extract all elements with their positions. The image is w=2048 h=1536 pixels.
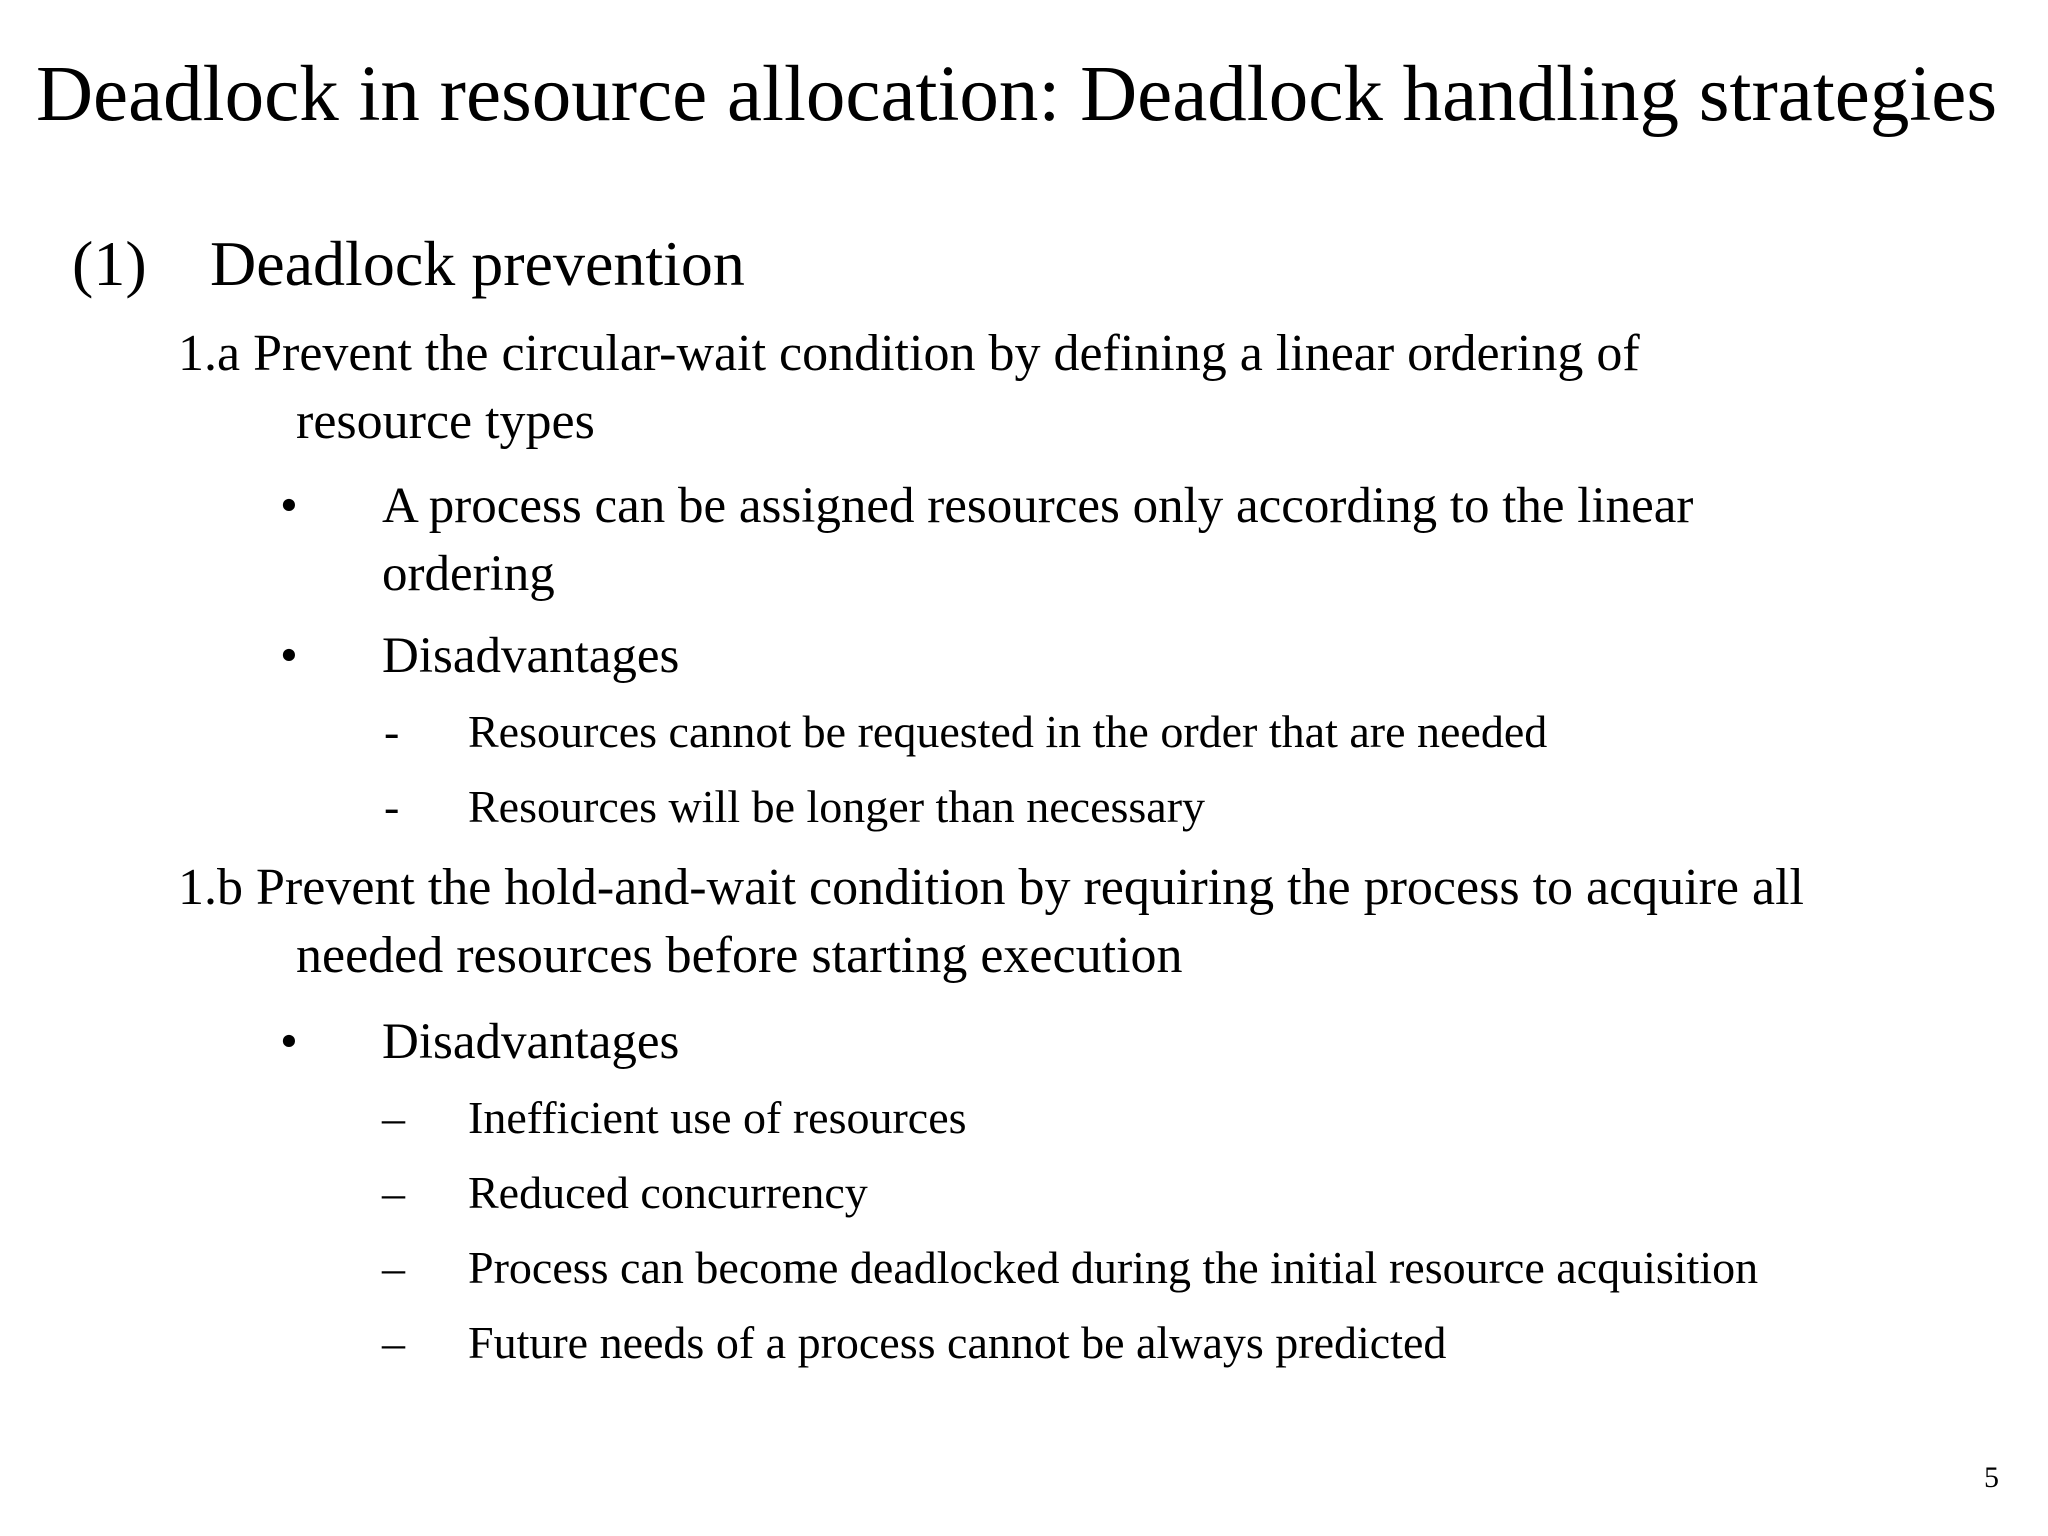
bullet-marker: • xyxy=(280,478,298,534)
item-a-bullet1-line1: A process can be assigned resources only according to the linear xyxy=(382,478,1694,534)
item-a-bullet1-line2: ordering xyxy=(382,546,555,602)
item-b-line2: needed resources before starting execution xyxy=(296,927,1183,984)
dash-marker: - xyxy=(384,781,400,832)
item-a-sub2: Resources will be longer than necessary xyxy=(468,781,1206,832)
item-a-line2: resource types xyxy=(296,393,595,450)
item-b-sub3: Process can become deadlocked during the initial resource acquisition xyxy=(468,1242,1759,1293)
item-b-bullet1-label: Disadvantages xyxy=(382,1014,680,1070)
item-a-sub1: Resources cannot be requested in the order that are needed xyxy=(468,706,1548,757)
bullet-marker: • xyxy=(280,1014,298,1070)
dash-marker: – xyxy=(382,1317,405,1368)
dash-marker: – xyxy=(382,1092,405,1143)
item-a-line1: 1.a Prevent the circular-wait condition by defining a linear ordering of xyxy=(178,325,1640,382)
item-b-sub1: Inefficient use of resources xyxy=(468,1092,967,1143)
page-number: 5 xyxy=(1984,1461,1999,1494)
item-a-bullet2-label: Disadvantages xyxy=(382,628,680,684)
bullet-marker: • xyxy=(280,628,298,684)
item-b-sub2: Reduced concurrency xyxy=(468,1167,868,1218)
slide-title: Deadlock in resource allocation: Deadlock handling strategies xyxy=(36,51,1998,138)
dash-marker: – xyxy=(382,1242,405,1293)
dash-marker: - xyxy=(384,706,400,757)
section-heading: Deadlock prevention xyxy=(210,228,745,299)
item-b-line1: 1.b Prevent the hold-and-wait condition by requiring the process to acquire all xyxy=(178,859,1804,916)
heading-marker: (1) xyxy=(72,228,147,299)
dash-marker: – xyxy=(382,1167,405,1218)
item-b-sub4: Future needs of a process cannot be always predicted xyxy=(468,1317,1447,1368)
